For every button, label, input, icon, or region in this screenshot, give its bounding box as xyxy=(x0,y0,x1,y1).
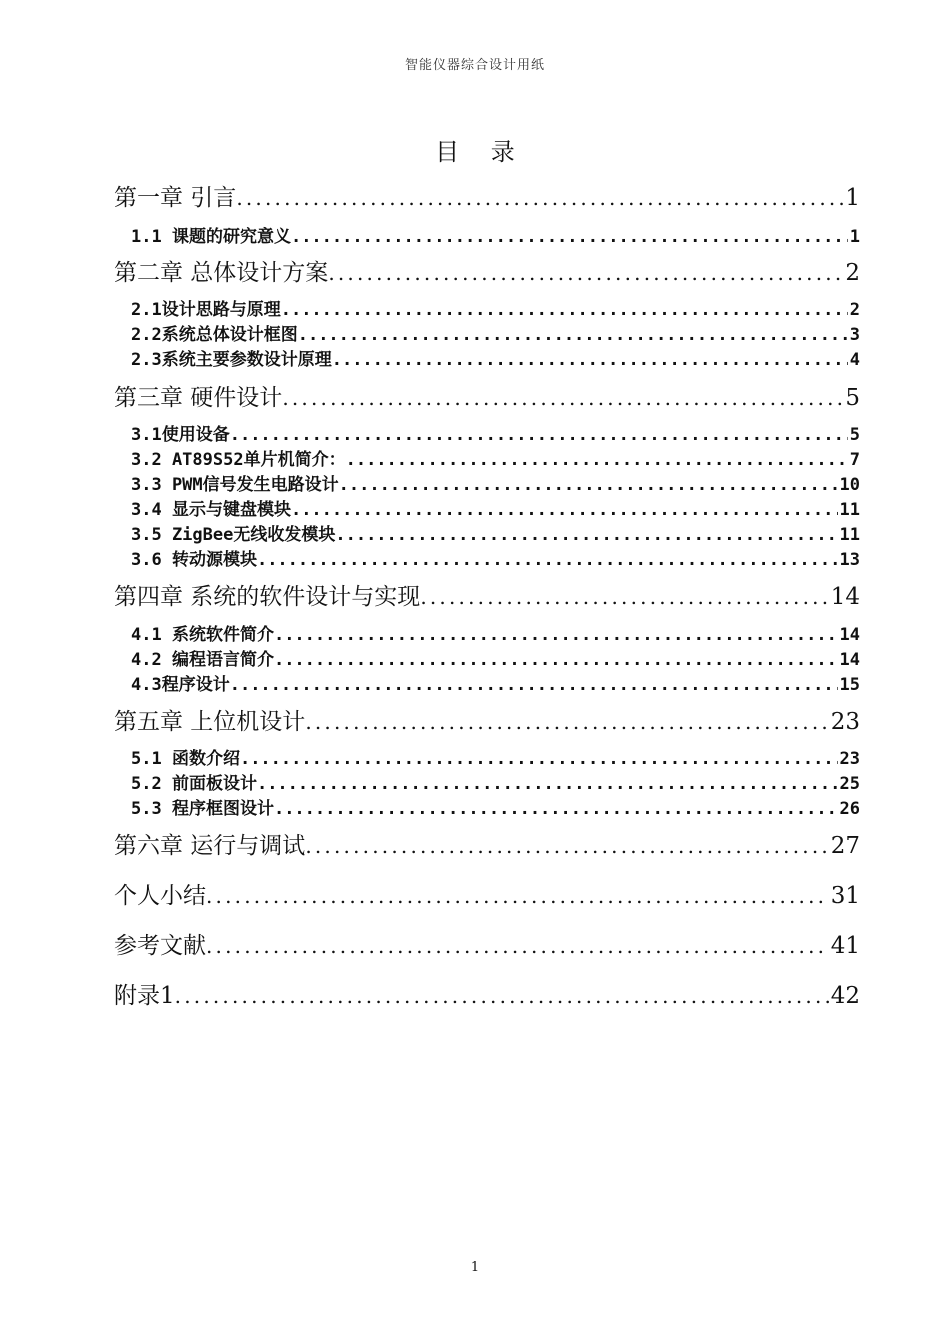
toc-entry[interactable] xyxy=(114,830,860,862)
toc-leader-dots xyxy=(281,298,848,322)
toc-leader-dots xyxy=(298,323,848,347)
toc-entry-title: 4.1 系统软件简介 xyxy=(131,625,274,645)
toc-entry[interactable] xyxy=(114,548,860,572)
toc-leader-dots xyxy=(230,423,848,447)
toc-leader-dots xyxy=(420,581,828,613)
toc-entry-page: 3 xyxy=(849,325,860,345)
toc-entry-title: 第四章 系统的软件设计与实现 xyxy=(114,584,421,610)
toc-entry-page: 25 xyxy=(839,774,860,794)
toc-entry-title: 第一章 引言 xyxy=(114,185,237,211)
toc-entry-title: 个人小结 xyxy=(114,883,206,909)
toc-entry-page: 42 xyxy=(830,983,860,1009)
toc-entry-title: 3.2 AT89S52单片机简介： xyxy=(131,450,346,470)
toc-entry[interactable] xyxy=(114,498,860,522)
toc-leader-dots xyxy=(236,182,843,214)
toc-entry[interactable] xyxy=(114,930,860,962)
toc-leader-dots xyxy=(274,648,838,672)
toc-entry-page: 13 xyxy=(839,550,860,570)
toc-entry[interactable] xyxy=(114,648,860,672)
toc-entry-page: 5 xyxy=(849,425,860,445)
toc-entry-page: 23 xyxy=(830,709,860,735)
toc-leader-dots xyxy=(291,225,848,249)
toc-entry[interactable] xyxy=(114,473,860,497)
page-number: 1 xyxy=(470,1260,480,1275)
toc-entry-page: 10 xyxy=(839,475,860,495)
toc-entry-title: 附录1 xyxy=(114,983,175,1009)
toc-entry-title: 4.2 编程语言简介 xyxy=(131,650,274,670)
toc-entry-page: 7 xyxy=(849,450,860,470)
toc-entry-title: 2.1设计思路与原理 xyxy=(131,300,281,320)
toc-entry-title: 2.3系统主要参数设计原理 xyxy=(131,350,332,370)
toc-leader-dots xyxy=(328,257,843,289)
toc-entry-page: 1 xyxy=(845,185,860,211)
toc-entry-title: 5.2 前面板设计 xyxy=(131,774,257,794)
toc-entry[interactable] xyxy=(114,581,860,613)
toc-leader-dots xyxy=(346,448,848,472)
toc-entry[interactable] xyxy=(114,623,860,647)
toc-leader-dots xyxy=(257,548,838,572)
toc-leader-dots xyxy=(175,980,829,1012)
toc-leader-dots xyxy=(230,673,838,697)
toc-entry[interactable] xyxy=(114,225,860,249)
toc-leader-dots xyxy=(339,473,838,497)
toc-entry-page: 14 xyxy=(830,584,860,610)
toc-entry-title: 第五章 上位机设计 xyxy=(114,709,306,735)
toc-entry[interactable] xyxy=(114,348,860,372)
toc-entry-page: 23 xyxy=(839,749,860,769)
toc-entry-page: 2 xyxy=(849,300,860,320)
toc-entry[interactable] xyxy=(114,797,860,821)
toc-entry-title: 第三章 硬件设计 xyxy=(114,385,283,411)
toc-leader-dots xyxy=(332,348,848,372)
toc-entry-page: 4 xyxy=(849,350,860,370)
toc-entry-title: 1.1 课题的研究意义 xyxy=(131,227,291,247)
toc-entry[interactable] xyxy=(114,448,860,472)
toc-entry-title: 4.3程序设计 xyxy=(131,675,230,695)
toc-entry[interactable] xyxy=(114,523,860,547)
toc-entry-title: 3.6 转动源模块 xyxy=(131,550,257,570)
toc-leader-dots xyxy=(206,880,829,912)
toc-entry[interactable] xyxy=(114,880,860,912)
toc-entry-page: 2 xyxy=(845,260,860,286)
toc-entry-page: 5 xyxy=(845,385,860,411)
toc-entry-page: 14 xyxy=(839,650,860,670)
toc-leader-dots xyxy=(274,623,838,647)
toc-entry-title: 2.2系统总体设计框图 xyxy=(131,325,298,345)
page-header: 智能仪器综合设计用纸 xyxy=(404,58,545,73)
toc-entry-title: 3.3 PWM信号发生电路设计 xyxy=(131,475,339,495)
toc-entry[interactable] xyxy=(114,980,860,1012)
toc-entry-title: 3.5 ZigBee无线收发模块 xyxy=(131,525,336,545)
toc-entry[interactable] xyxy=(114,706,860,738)
toc-entry-title: 参考文献 xyxy=(114,933,206,959)
toc-leader-dots xyxy=(305,706,828,738)
toc-entry-page: 11 xyxy=(839,525,860,545)
toc-entry-page: 26 xyxy=(839,799,860,819)
toc-entry[interactable] xyxy=(114,423,860,447)
toc-entry-page: 11 xyxy=(839,500,860,520)
toc-entry[interactable] xyxy=(114,323,860,347)
toc-entry-title: 3.1使用设备 xyxy=(131,425,230,445)
toc-entry[interactable] xyxy=(114,382,860,414)
toc-leader-dots xyxy=(291,498,838,522)
toc-entry[interactable] xyxy=(114,182,860,214)
toc-entry-title: 第六章 运行与调试 xyxy=(114,833,306,859)
toc-title: 目 录 xyxy=(435,138,527,166)
toc-entry[interactable] xyxy=(114,257,860,289)
toc-entry-page: 15 xyxy=(839,675,860,695)
toc-leader-dots xyxy=(274,797,838,821)
toc-entry-page: 41 xyxy=(830,933,860,959)
toc-leader-dots xyxy=(282,382,843,414)
toc-leader-dots xyxy=(240,747,838,771)
toc-entry-page: 31 xyxy=(830,883,860,909)
toc-entry-page: 27 xyxy=(830,833,860,859)
toc-leader-dots xyxy=(257,772,838,796)
toc-entry[interactable] xyxy=(114,747,860,771)
toc-leader-dots xyxy=(335,523,837,547)
toc-entry-page: 14 xyxy=(839,625,860,645)
toc-leader-dots xyxy=(305,830,828,862)
toc-entry[interactable] xyxy=(114,298,860,322)
toc-entry[interactable] xyxy=(114,673,860,697)
toc-entry-title: 第二章 总体设计方案 xyxy=(114,260,329,286)
toc-entry-title: 5.3 程序框图设计 xyxy=(131,799,274,819)
toc-entry[interactable] xyxy=(114,772,860,796)
toc-leader-dots xyxy=(206,930,829,962)
toc-entry-title: 5.1 函数介绍 xyxy=(131,749,240,769)
toc-entry-page: 1 xyxy=(849,227,860,247)
toc-entry-title: 3.4 显示与键盘模块 xyxy=(131,500,291,520)
